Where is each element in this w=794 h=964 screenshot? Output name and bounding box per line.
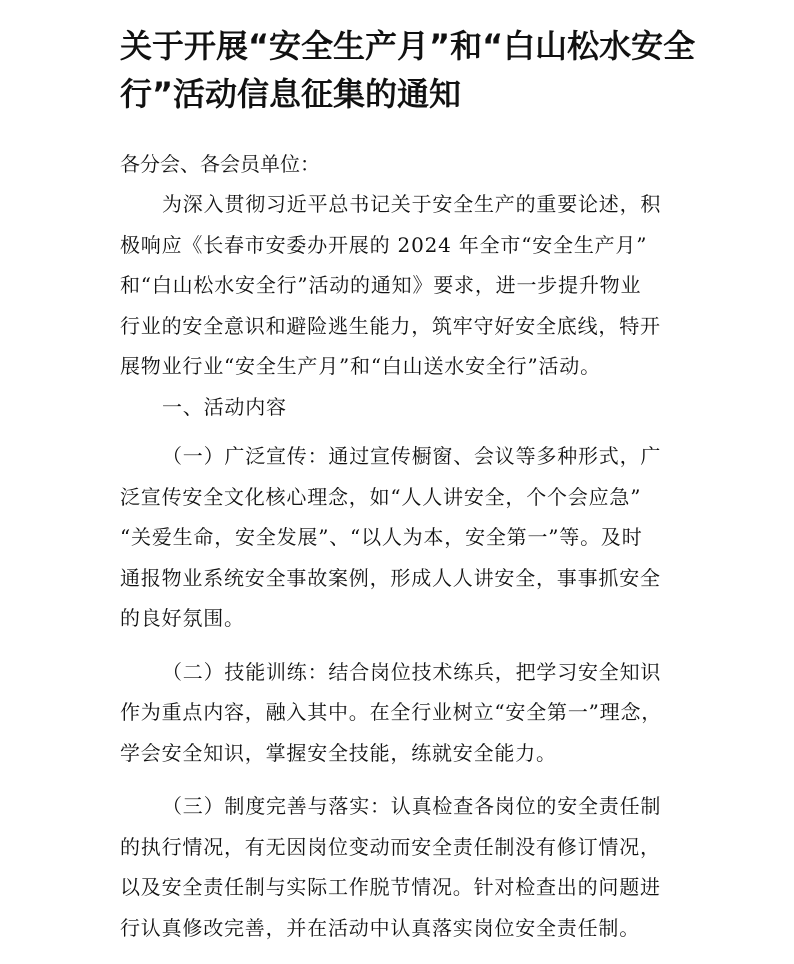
text-line: 以及安全责任制与实际工作脱节情况。针对检查出的问题进 (120, 875, 661, 899)
text-line: 行业的安全意识和避险逃生能力，筑牢守好安全底线，特开 (120, 313, 661, 338)
section-heading-text: 一、活动内容 (162, 394, 287, 419)
text-line: 展物业行业“安全生产月”和“白山送水安全行”活动。 (120, 354, 601, 378)
text-line: （一）广泛宣传：通过宣传橱窗、会议等多种形式，广 (162, 444, 662, 468)
text-line: 通报物业系统安全事故案例，形成人人讲安全，事事抓安全 (120, 565, 661, 590)
text-line: 和“白山松水安全行”活动的通知》要求，进一步提升物业 (120, 273, 642, 297)
salutation: 各分会、各会员单位： (120, 152, 320, 176)
text-line: 行认真修改完善，并在活动中认真落实岗位安全责任制。 (120, 915, 640, 940)
document-title (120, 22, 696, 118)
text-line: 学会安全知识，掌握安全技能，练就安全能力。 (120, 740, 557, 765)
item-2-paragraph (120, 652, 684, 774)
text-line: 作为重点内容，融入其中。在全行业树立“安全第一”理念， (120, 700, 663, 724)
text-line: 的执行情况，有无因岗位变动而安全责任制没有修订情况， (120, 834, 661, 859)
text-line: 极响应《长春市安委办开展的 2024 年全市“安全生产月” (120, 232, 648, 257)
intro-paragraph (120, 184, 684, 387)
title-line: 行”活动信息征集的通知 (120, 75, 462, 113)
text-line: “关爱生命，安全发展”、“以人为本，安全第一”等。及时 (120, 525, 643, 549)
text-line: 为深入贯彻习近平总书记关于安全生产的重要论述，积 (162, 192, 662, 216)
document-body (120, 144, 684, 948)
text-line: 泛宣传安全文化核心理念，如“人人讲安全，个个会应急” (120, 484, 642, 509)
item-3-paragraph (120, 786, 684, 948)
item-1-paragraph (120, 436, 684, 639)
title-line: 关于开展“安全生产月”和“白山松水安全 (120, 27, 696, 65)
text-line: （二）技能训练：结合岗位技术练兵，把学习安全知识 (162, 659, 662, 684)
section-heading (120, 387, 684, 428)
text-line: （三）制度完善与落实：认真检查各岗位的安全责任制 (162, 794, 662, 818)
text-line: 的良好氛围。 (120, 606, 245, 630)
